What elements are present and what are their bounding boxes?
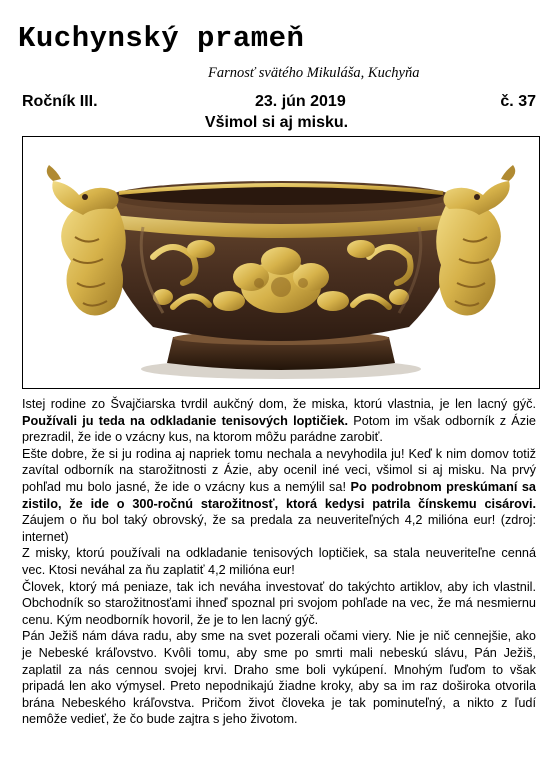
issue-line — [22, 93, 536, 113]
article-paragraph — [22, 446, 536, 546]
article-body — [22, 396, 536, 728]
newsletter-title: Kuchynský prameň — [18, 22, 305, 55]
article-paragraph — [22, 628, 536, 728]
article-headline: Všimol si aj misku. — [204, 114, 349, 131]
article-paragraph — [22, 545, 536, 578]
volume-label: Ročník III. — [22, 93, 98, 110]
text-run: Istej rodine zo Švajčiarska tvrdil aukčný dom, že miska, ktorú vlastnia, je len lacný gýč. — [22, 397, 536, 411]
bold-text-run: Používali ju teda na odkladanie tenisových loptičiek. — [22, 413, 349, 428]
text-run: Ešte dobre, že si ju rodina aj napriek tomu nechala a nevyhodila ju! Keď k nim domov totiž zavítal odborník na starožitnosti z Ázie, aby ocenil iné veci, všimol si aj misku. Na prvý pohľad mu bolo jasné, že ide o vzácny kus a nemýlil sa! — [22, 446, 536, 494]
article-paragraph — [22, 396, 536, 446]
text-run: Človek, ktorý má peniaze, tak ich neváha investovať do takýchto artiklov, aby ich vlastnil. Obchodník so starožitnosťami ihneď spoznal pri svojom pohľade na vec, že má nesmiernu cenu. Kým neodborník hovoril, že je to len lacný gýč. — [22, 579, 536, 627]
parish-subtitle: Farnosť svätého Mikuláša, Kuchyňa — [208, 65, 420, 81]
bold-text-run: Po podrobnom preskúmaní sa zistilo, že ide o 300-ročnú starožitnosť, ktorá kedysi patrila čínskemu cisárovi. — [22, 479, 536, 511]
issue-date: 23. jún 2019 — [255, 93, 346, 110]
text-run: Pán Ježiš nám dáva radu, aby sme na svet pozerali očami viery. Nie je nič cennejšie, ako je Nebeské kráľovstvo. Kvôli tomu, aby sme po smrti mali nebeskú slávu, Pán Ježiš, zaplatil za nás cennou svojej krvi. Draho sme boli vykúpení. Mnohým ľuďom to však pripadá len ako výmysel. Preto nepodnikajú žiadne kroky, aby sa im raz doširoka otvorila brána Nebeského kráľovstva. Pričom život človeka je tak pominuteľný, a nikto z ľudí nemôže vedieť, že čo bude zajtra s jeho životom. — [22, 629, 536, 727]
issue-number: č. 37 — [500, 93, 536, 110]
article-paragraph — [22, 579, 536, 629]
text-run: Potom im však odborník z Ázie prezradil, že ide o vzácny kus, na ktorom môžu parádne zarobiť. — [22, 413, 536, 445]
article-photo — [22, 136, 540, 389]
text-run: Z misky, ktorú používali na odkladanie tenisových loptičiek, sa stala neuveriteľne cenná vec. Ktosi neváhal za ňu zaplatiť 4,2 milióna eur! — [22, 546, 536, 577]
text-run: Záujem o ňu bol taký obrovský, že sa predala za neuveriteľných 4,2 milióna eur! (zdroj: internet) — [22, 513, 536, 544]
censer-illustration — [23, 137, 539, 388]
